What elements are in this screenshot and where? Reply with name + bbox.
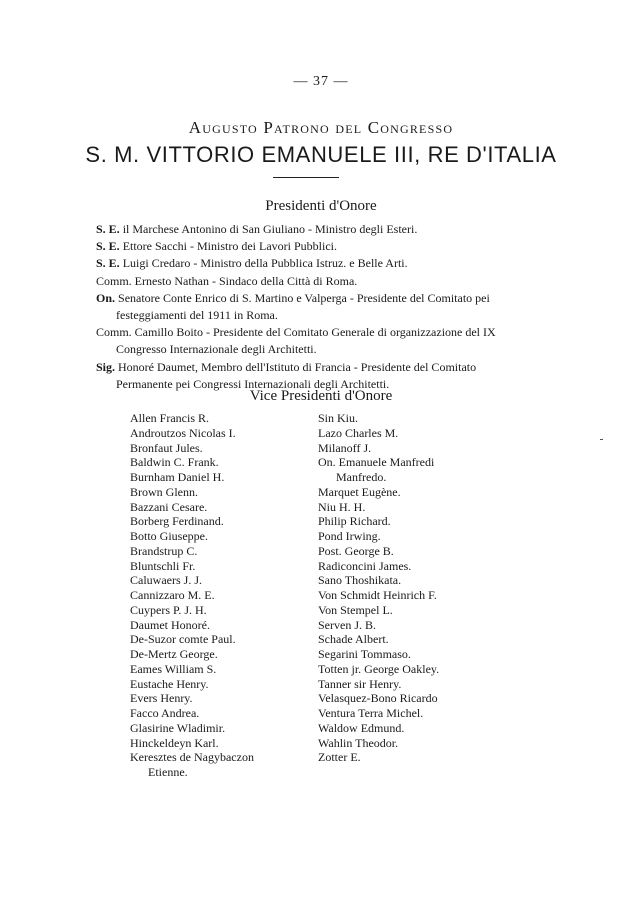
list-item: Sin Kiu. <box>318 411 359 425</box>
list-item: Schade Albert. <box>318 632 389 647</box>
honor-text: il Marchese Antonino di San Giuliano - Ministro degli Esteri. <box>122 222 418 236</box>
list-item: Von Schmidt Heinrich F. <box>318 588 437 602</box>
honor-text: Ernesto Nathan - Sindaco della Città di Roma. <box>134 273 358 288</box>
list-item: Burnham Daniel H. <box>130 470 225 484</box>
list-item: Brandstrup C. <box>130 543 198 558</box>
list-item: Waldow Edmund. <box>318 720 405 735</box>
list-item: Keresztes de Nagybaczon <box>130 750 254 765</box>
list-item: Borberg Ferdinand. <box>130 514 224 529</box>
honor-entry <box>96 324 516 358</box>
list-item: Lazo Charles M. <box>318 425 399 440</box>
list-item: Etienne. <box>148 765 188 779</box>
list-item: Eustache Henry. <box>130 676 209 691</box>
list-item: Ventura Terra Michel. <box>318 706 424 720</box>
honor-title: S. E. <box>96 239 120 254</box>
vice-presidenti-heading: Vice Presidenti d'Onore <box>249 388 393 404</box>
list-item: Hinckeldeyn Karl. <box>130 735 219 750</box>
honor-entry <box>96 255 516 272</box>
honor-entry <box>96 290 516 324</box>
list-item: Totten jr. George Oakley. <box>318 661 440 676</box>
list-item: De-Mertz George. <box>130 647 218 661</box>
honor-title: Comm. <box>96 325 132 340</box>
list-item: Facco Andrea. <box>130 706 200 720</box>
list-item: Post. George B. <box>318 543 394 558</box>
vice-presidenti-left-column <box>130 411 315 780</box>
title-divider <box>273 177 339 178</box>
honor-title: S. E. <box>96 256 120 271</box>
honor-entry <box>96 238 516 255</box>
honor-entry <box>96 273 516 290</box>
presidenti-list <box>96 221 516 393</box>
list-item: Manfredo. <box>336 470 387 484</box>
list-item: Radiconcini James. <box>318 558 412 573</box>
list-item: Pond Irwing. <box>318 529 381 543</box>
presidenti-heading: Presidenti d'Onore <box>265 198 377 214</box>
list-item: Baldwin C. Frank. <box>130 455 219 470</box>
page-title: S. M. VITTORIO EMANUELE III, RE D'ITALIA <box>85 142 557 167</box>
list-item: Zotter E. <box>318 750 361 765</box>
list-item: Brown Glenn. <box>130 484 198 499</box>
list-item: Evers Henry. <box>130 691 193 706</box>
honor-entry <box>96 221 516 238</box>
list-item: Botto Giuseppe. <box>130 529 208 543</box>
list-item: Tanner sir Henry. <box>318 676 402 691</box>
list-item: Marquet Eugène. <box>318 484 401 499</box>
list-item: Philip Richard. <box>318 514 391 529</box>
vice-presidenti-right-column <box>318 411 528 765</box>
list-item: Sano Thoshikata. <box>318 573 402 588</box>
honor-title: S. E. <box>96 222 120 236</box>
list-item: Milanoff J. <box>318 440 372 455</box>
list-item: Cuypers P. J. H. <box>130 602 207 617</box>
honor-title: On. <box>96 290 116 305</box>
honor-title: Comm. <box>96 273 132 288</box>
honor-text: Honoré Daumet, Membro dell'Istituto di Francia - Presidente del Comitato Permanente pei Congressi Internazionali degli Architetti. <box>116 359 477 391</box>
scan-speck <box>600 439 603 440</box>
list-item: Von Stempel L. <box>318 602 393 617</box>
list-item: Niu H. H. <box>318 499 366 514</box>
list-item: On. Emanuele Manfredi <box>318 455 435 470</box>
list-item: Velasquez-Bono Ricardo <box>318 691 438 706</box>
list-item: Androutzos Nicolas I. <box>130 425 236 440</box>
honor-text: Senatore Conte Enrico di S. Martino e Valperga - Presidente del Comitato pei festeggiamenti del 1911 in Roma. <box>116 290 490 323</box>
list-item: De-Suzor comte Paul. <box>130 632 236 647</box>
list-item: Serven J. B. <box>318 617 376 632</box>
list-item: Glasirine Wladimir. <box>130 720 226 735</box>
list-item: Allen Francis R. <box>130 411 209 425</box>
honor-text: Ettore Sacchi - Ministro dei Lavori Pubblici. <box>122 239 337 254</box>
list-item: Bazzani Cesare. <box>130 499 208 514</box>
list-item: Cannizzaro M. E. <box>130 588 215 602</box>
list-item: Daumet Honoré. <box>130 617 210 632</box>
list-item: Segarini Tommaso. <box>318 647 411 661</box>
list-item: Eames William S. <box>130 661 217 676</box>
list-item: Bluntschli Fr. <box>130 558 196 573</box>
list-item: Bronfaut Jules. <box>130 440 203 455</box>
list-item: Caluwaers J. J. <box>130 573 202 588</box>
patron-subtitle: Augusto Patrono del Congresso <box>188 118 454 137</box>
honor-text: Luigi Credaro - Ministro della Pubblica Istruz. e Belle Arti. <box>122 256 408 271</box>
honor-title: Sig. <box>96 359 116 374</box>
page-number: — 37 — <box>293 74 349 89</box>
honor-text: Camillo Boito - Presidente del Comitato Generale di organizzazione del IX Congresso Internazionale degli Architetti. <box>116 325 496 357</box>
list-item: Wahlin Theodor. <box>318 735 399 750</box>
